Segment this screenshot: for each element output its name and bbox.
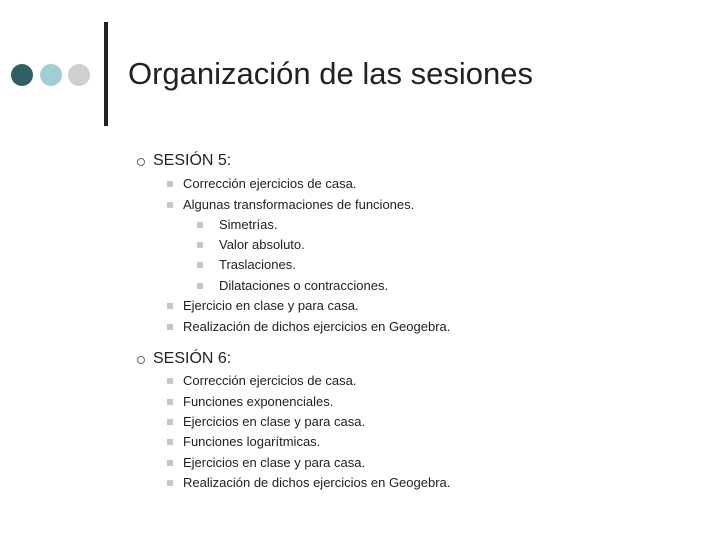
bullet-icon xyxy=(167,181,173,187)
bullet-icon xyxy=(167,439,173,445)
bullet-icon xyxy=(167,202,173,208)
list-item: Realización de dichos ejercicios en Geogebra. xyxy=(183,475,451,490)
sub-list-item: Dilataciones o contracciones. xyxy=(219,278,389,293)
section-bullet-icon xyxy=(137,158,145,166)
bullet-icon xyxy=(197,222,203,228)
section-heading-5: SESIÓN 5: xyxy=(153,152,232,169)
bullet-icon xyxy=(197,242,203,248)
bullet-icon xyxy=(167,399,173,405)
list-item: Corrección ejercicios de casa. xyxy=(183,373,357,388)
list-item: Funciones exponenciales. xyxy=(183,394,334,409)
list-item: Ejercicio en clase y para casa. xyxy=(183,298,359,313)
bullet-icon xyxy=(167,480,173,486)
bullet-icon xyxy=(167,303,173,309)
section-bullet-icon xyxy=(137,356,145,364)
bullet-icon xyxy=(167,419,173,425)
sub-list-item: Valor absoluto. xyxy=(219,237,305,252)
list-item: Algunas transformaciones de funciones. xyxy=(183,197,415,212)
list-item: Ejercicios en clase y para casa. xyxy=(183,455,366,470)
sub-list-item: Traslaciones. xyxy=(219,257,296,272)
bullet-icon xyxy=(197,283,203,289)
list-item: Ejercicios en clase y para casa. xyxy=(183,414,366,429)
list-item: Corrección ejercicios de casa. xyxy=(183,176,357,191)
bullet-icon xyxy=(167,460,173,466)
bullet-icon xyxy=(167,324,173,330)
list-item: Realización de dichos ejercicios en Geogebra. xyxy=(183,319,451,334)
section-heading-6: SESIÓN 6: xyxy=(153,350,232,367)
list-item: Funciones logarítmicas. xyxy=(183,434,321,449)
sub-list-item: Simetrías. xyxy=(219,217,278,232)
slide-title: Organización de las sesiones xyxy=(128,56,533,91)
bullet-icon xyxy=(197,262,203,268)
bullet-icon xyxy=(167,378,173,384)
